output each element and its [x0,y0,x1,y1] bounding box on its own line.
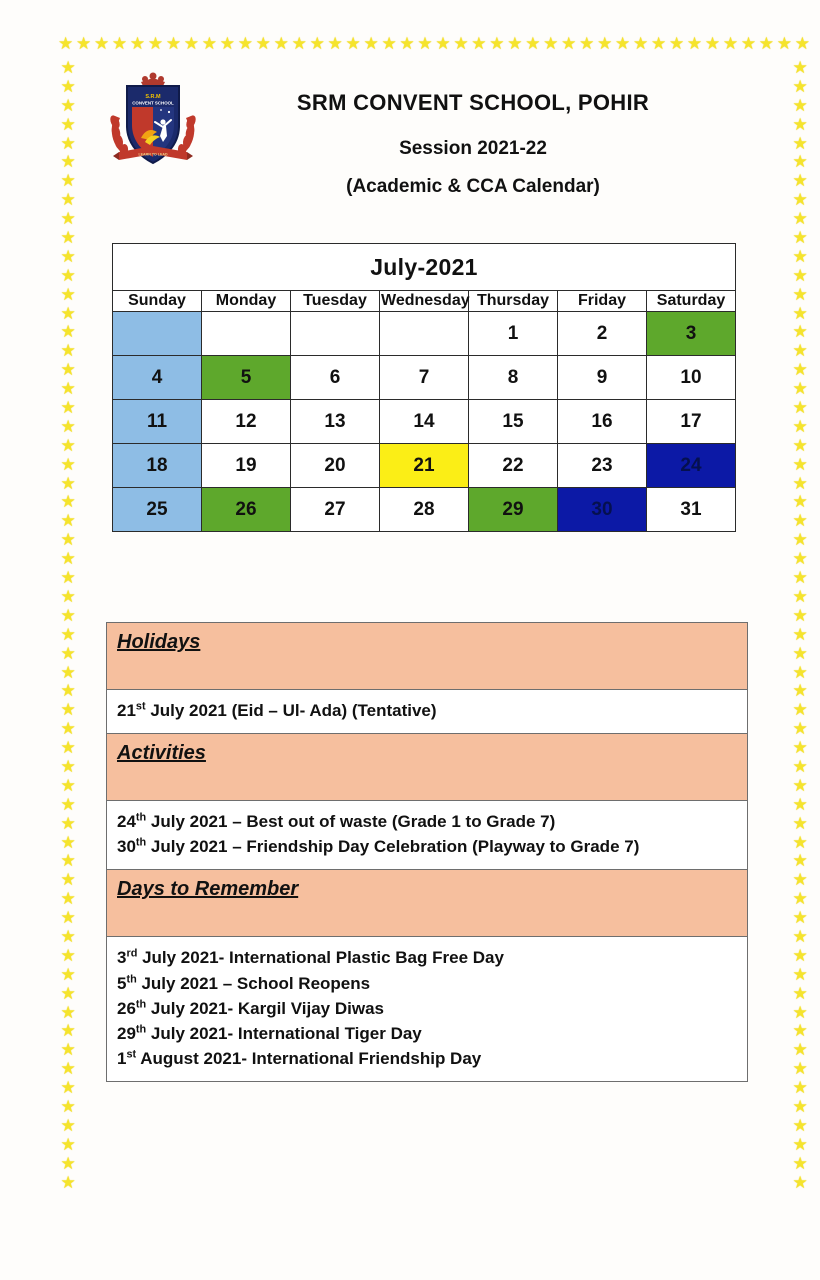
star-icon: ★ [792,662,808,682]
event-line: 5th July 2021 – School Reopens [117,972,371,993]
star-icon: ★ [309,34,325,53]
calendar-weekday-thursday: Thursday [469,291,558,312]
calendar-day-9[interactable]: 9 [558,356,647,400]
star-icon: ★ [792,435,808,455]
calendar-day-2[interactable]: 2 [558,312,647,356]
star-icon: ★ [792,983,808,1003]
star-icon: ★ [60,1096,76,1116]
star-icon: ★ [792,870,808,890]
calendar-day-23[interactable]: 23 [558,444,647,488]
star-icon: ★ [792,1096,808,1116]
section-body [107,690,748,734]
star-icon: ★ [668,34,685,53]
star-icon: ★ [60,530,76,550]
star-icon: ★ [60,435,76,455]
star-icon: ★ [792,454,808,474]
star-icon: ★ [60,152,76,172]
star-icon: ★ [792,360,808,380]
calendar-weekday-monday: Monday [202,291,291,312]
star-icon: ★ [792,1172,808,1192]
star-icon: ★ [792,756,808,776]
star-icon: ★ [776,34,792,53]
calendar-day-25[interactable]: 25 [113,488,202,532]
calendar-day-empty[interactable] [380,312,469,356]
header-text-block [201,62,745,198]
star-icon: ★ [792,1059,808,1079]
calendar-week-row [113,356,736,400]
star-icon: ★ [792,303,808,323]
star-icon: ★ [792,284,808,304]
star-icon: ★ [792,398,808,418]
star-icon: ★ [792,851,808,871]
star-icon: ★ [60,1002,76,1022]
calendar-weekday-wednesday: Wednesday [380,291,469,312]
star-icon: ★ [183,34,200,53]
star-icon: ★ [60,1021,76,1041]
star-icon: ★ [60,76,76,96]
star-icon: ★ [58,34,74,53]
star-icon: ★ [792,738,808,758]
star-icon: ★ [435,34,451,53]
star-icon: ★ [291,34,307,53]
star-icon: ★ [60,1115,76,1135]
event-line: 1st August 2021- International Friendship Day [117,1048,482,1069]
star-icon: ★ [60,813,76,833]
calendar-day-19[interactable]: 19 [202,444,291,488]
star-icon: ★ [722,34,739,53]
star-icon: ★ [758,34,775,53]
star-icon: ★ [792,58,808,77]
calendar-week-row [113,444,736,488]
star-icon: ★ [792,1021,808,1041]
star-icon: ★ [60,1059,76,1079]
calendar-weekday-sunday: Sunday [113,291,202,312]
star-icon: ★ [60,794,76,814]
star-icon: ★ [60,171,76,191]
calendar-week-row [113,488,736,532]
star-icon: ★ [255,34,271,53]
calendar-day-empty[interactable] [113,312,202,356]
calendar-day-28[interactable]: 28 [380,488,469,532]
star-border-top [58,36,810,51]
star-icon: ★ [60,908,76,928]
star-icon: ★ [792,700,808,720]
calendar-day-4[interactable]: 4 [113,356,202,400]
star-icon: ★ [792,341,808,361]
section-header-row [107,870,748,937]
event-line: 21st July 2021 (Eid – Ul- Ada) (Tentative) [117,700,437,720]
star-icon: ★ [792,114,808,134]
calendar-day-empty[interactable] [291,312,380,356]
star-icon: ★ [792,1134,808,1154]
star-icon: ★ [60,1153,76,1173]
calendar-day-13[interactable]: 13 [291,400,380,444]
calendar-day-6[interactable]: 6 [291,356,380,400]
events-info-body [107,623,748,1082]
star-icon: ★ [129,34,146,53]
star-icon: ★ [201,34,217,53]
star-icon: ★ [60,511,76,531]
event-line: 26th July 2021- Kargil Vijay Diwas [117,998,384,1018]
section-header-row [107,734,748,801]
star-icon: ★ [60,889,76,909]
calendar-day-3[interactable]: 3 [647,312,736,356]
star-icon: ★ [60,756,76,776]
star-icon: ★ [453,34,469,53]
calendar-body [113,312,736,532]
section-body [107,937,748,1082]
calendar-weekday-saturday: Saturday [647,291,736,312]
star-border-right [790,60,810,1190]
star-icon: ★ [792,775,808,795]
star-icon: ★ [792,964,808,984]
star-icon: ★ [60,870,76,890]
calendar-day-22[interactable]: 22 [469,444,558,488]
star-icon: ★ [686,34,703,53]
star-icon: ★ [792,1040,808,1060]
calendar-day-30[interactable]: 30 [558,488,647,532]
star-icon: ★ [60,586,76,606]
session-label: Session 2021-22 [399,138,547,159]
star-icon: ★ [792,416,808,436]
star-icon: ★ [60,341,76,361]
star-icon: ★ [60,624,76,644]
star-icon: ★ [60,926,76,946]
calendar-day-27[interactable]: 27 [291,488,380,532]
star-border-left [58,60,78,1190]
calendar-week-row [113,400,736,444]
star-icon: ★ [60,662,76,682]
star-icon: ★ [60,322,76,342]
star-icon: ★ [792,549,808,569]
section-title: Days to Remember [117,878,299,901]
school-name: SRM CONVENT SCHOOL, POHIR [296,90,650,115]
star-icon: ★ [792,568,808,588]
star-icon: ★ [525,34,541,53]
calendar-weekday-friday: Friday [558,291,647,312]
star-icon: ★ [399,34,415,53]
star-icon: ★ [792,832,808,852]
star-icon: ★ [219,34,235,53]
star-icon: ★ [704,34,721,53]
star-icon: ★ [792,624,808,644]
star-icon: ★ [147,34,164,53]
star-icon: ★ [60,284,76,304]
star-icon: ★ [792,586,808,606]
star-icon: ★ [792,794,808,814]
star-icon: ★ [792,1153,808,1173]
star-icon: ★ [60,851,76,871]
event-line: 30th July 2021 – Friendship Day Celebration (Playway to Grade 7) [117,836,640,857]
star-icon: ★ [792,926,808,946]
events-info-table [106,622,748,1082]
star-icon: ★ [60,492,76,512]
star-icon: ★ [417,34,433,53]
star-icon: ★ [60,983,76,1003]
star-icon: ★ [60,681,76,701]
star-icon: ★ [273,34,289,53]
star-icon: ★ [60,209,76,229]
star-icon: ★ [93,34,110,53]
calendar-weekday-header [113,291,736,312]
school-crest-logo [105,70,201,174]
calendar-day-31[interactable]: 31 [647,488,736,532]
star-icon: ★ [60,398,76,418]
star-icon: ★ [792,379,808,399]
calendar-day-15[interactable]: 15 [469,400,558,444]
calendar-month-title: July-2021 [113,244,736,291]
star-icon: ★ [489,34,505,53]
star-icon: ★ [792,605,808,625]
star-icon: ★ [792,1002,808,1022]
calendar-day-21[interactable]: 21 [380,444,469,488]
star-icon: ★ [60,605,76,625]
star-icon: ★ [60,190,76,210]
star-icon: ★ [561,34,577,53]
star-icon: ★ [60,738,76,758]
star-icon: ★ [60,228,76,248]
star-icon: ★ [792,511,808,531]
calendar-week-row [113,312,736,356]
calendar-day-29[interactable]: 29 [469,488,558,532]
star-icon: ★ [792,322,808,342]
section-header-row [107,623,748,690]
star-icon: ★ [792,530,808,550]
star-icon: ★ [792,209,808,229]
calendar-day-14[interactable]: 14 [380,400,469,444]
star-icon: ★ [60,1172,76,1192]
star-icon: ★ [60,719,76,739]
star-icon: ★ [650,34,667,53]
svg-text:S.R.M: S.R.M [145,94,161,100]
event-line: 3rd July 2021- International Plastic Bag Free Day [117,947,504,968]
star-icon: ★ [327,34,343,53]
star-icon: ★ [60,454,76,474]
star-icon: ★ [60,360,76,380]
calendar-day-17[interactable]: 17 [647,400,736,444]
star-icon: ★ [60,303,76,323]
svg-text:CONVENT SCHOOL: CONVENT SCHOOL [132,100,174,106]
star-icon: ★ [165,34,182,53]
star-icon: ★ [60,832,76,852]
calendar-day-5[interactable]: 5 [202,356,291,400]
star-icon: ★ [792,492,808,512]
section-header-days-to-remember [107,870,748,937]
calendar-weekday-tuesday: Tuesday [291,291,380,312]
calendar-day-11[interactable]: 11 [113,400,202,444]
star-icon: ★ [60,246,76,266]
star-icon: ★ [60,568,76,588]
star-icon: ★ [60,58,76,77]
calendar-day-8[interactable]: 8 [469,356,558,400]
star-icon: ★ [794,34,810,53]
event-line: 24th July 2021 – Best out of waste (Grade 1 to Grade 7) [117,811,556,832]
star-icon: ★ [60,1040,76,1060]
star-icon: ★ [792,719,808,739]
star-icon: ★ [60,775,76,795]
star-icon: ★ [792,473,808,493]
star-icon: ★ [792,228,808,248]
star-icon: ★ [615,34,631,53]
star-icon: ★ [345,34,361,53]
star-icon: ★ [471,34,487,53]
star-icon: ★ [597,34,613,53]
star-icon: ★ [60,95,76,115]
section-body [107,801,748,870]
star-icon: ★ [60,945,76,965]
section-header-holidays [107,623,748,690]
calendar-day-20[interactable]: 20 [291,444,380,488]
star-icon: ★ [237,34,253,53]
section-body-row [107,801,748,870]
star-icon: ★ [543,34,559,53]
star-icon: ★ [60,549,76,569]
section-title: Activities [117,742,206,765]
calendar-subtitle: (Academic & CCA Calendar) [346,176,600,197]
star-icon: ★ [633,34,649,53]
star-icon: ★ [60,379,76,399]
star-icon: ★ [579,34,595,53]
calendar-day-10[interactable]: 10 [647,356,736,400]
star-icon: ★ [792,190,808,210]
star-icon: ★ [60,133,76,153]
star-icon: ★ [792,133,808,153]
calendar-day-18[interactable]: 18 [113,444,202,488]
calendar-day-empty[interactable] [202,312,291,356]
calendar-day-1[interactable]: 1 [469,312,558,356]
star-icon: ★ [60,1078,76,1098]
star-icon: ★ [60,1134,76,1154]
calendar-day-24[interactable]: 24 [647,444,736,488]
section-title: Holidays [117,631,201,653]
calendar-day-26[interactable]: 26 [202,488,291,532]
star-icon: ★ [792,95,808,115]
star-icon: ★ [111,34,128,53]
star-icon: ★ [792,813,808,833]
star-icon: ★ [792,246,808,266]
star-icon: ★ [507,34,523,53]
star-icon: ★ [792,945,808,965]
star-icon: ★ [792,1115,808,1135]
star-icon: ★ [60,473,76,493]
calendar-day-7[interactable]: 7 [380,356,469,400]
star-icon: ★ [381,34,397,53]
star-icon: ★ [60,964,76,984]
star-icon: ★ [60,700,76,720]
star-icon: ★ [792,152,808,172]
star-icon: ★ [792,908,808,928]
event-line: 29th July 2021- International Tiger Day [117,1023,422,1043]
star-icon: ★ [60,265,76,285]
monthly-calendar [112,243,736,532]
star-icon: ★ [792,1078,808,1098]
star-icon: ★ [75,34,92,53]
document-header [105,62,745,198]
star-icon: ★ [60,643,76,663]
star-icon: ★ [363,34,379,53]
calendar-day-12[interactable]: 12 [202,400,291,444]
star-icon: ★ [60,416,76,436]
section-body-row [107,937,748,1082]
star-icon: ★ [792,265,808,285]
calendar-day-16[interactable]: 16 [558,400,647,444]
star-icon: ★ [740,34,757,53]
star-icon: ★ [792,76,808,96]
star-icon: ★ [60,114,76,134]
star-icon: ★ [792,643,808,663]
star-icon: ★ [792,171,808,191]
star-icon: ★ [792,681,808,701]
star-icon: ★ [792,889,808,909]
section-body-row [107,690,748,734]
svg-text:LEARN TO LEAD: LEARN TO LEAD [138,152,168,157]
section-header-activities [107,734,748,801]
